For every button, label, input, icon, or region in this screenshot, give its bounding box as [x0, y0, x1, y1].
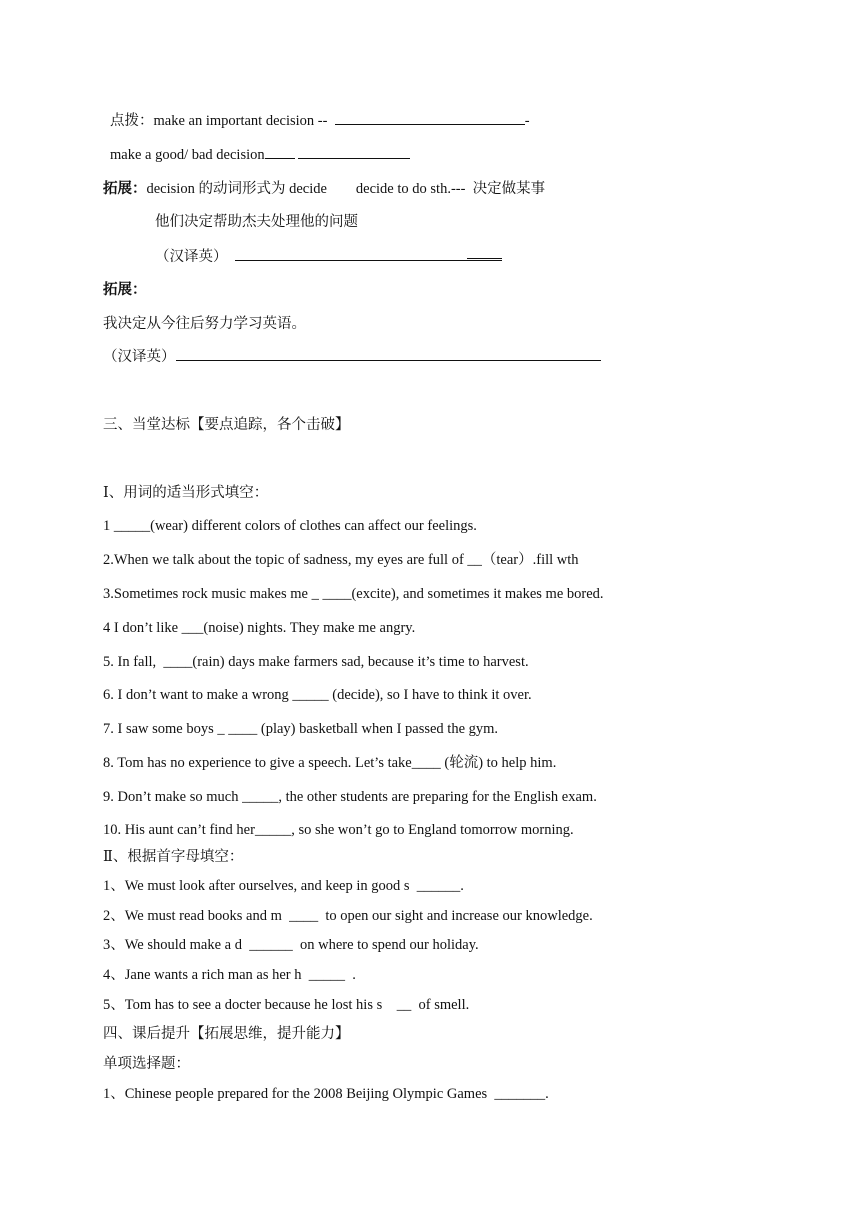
exercise-item: 1 _____(wear) different colors of clothes can affect our feelings.: [103, 518, 477, 534]
expand-label: 拓展：: [103, 181, 147, 197]
exercise-item: 3.Sometimes rock music makes me _ ____(excite), and sometimes it makes me bored.: [103, 586, 604, 602]
tip-phrase-2: make a good/ bad decision: [110, 147, 265, 163]
exercise-item: 3、We should make a d ______ on where to spend our holiday.: [103, 937, 479, 953]
expand-1-answer: [155, 247, 502, 266]
part-1-title: Ⅰ、用词的适当形式填空：: [103, 485, 269, 501]
translate-hint: （汉译英）: [155, 249, 235, 265]
tip-dash: -: [524, 113, 530, 129]
part-2-title: Ⅱ、根据首字母填空：: [103, 849, 244, 865]
section-3-title: 三、当堂达标【要点追踪，各个击破】: [103, 417, 350, 433]
exercise-item: 5、Tom has to see a docter because he lost his s __ of smell.: [103, 997, 470, 1013]
exercise-item: 5. In fall, ____(rain) days make farmers sad, because it’s time to harvest.: [103, 654, 529, 670]
exercise-item: 9. Don’t make so much _____, the other students are preparing for the English exam.: [103, 789, 597, 805]
exercise-item: 4 I don’t like ___(noise) nights. They make me angry.: [103, 620, 416, 636]
blank-line: [176, 348, 601, 361]
blank-line: [451, 248, 467, 261]
tip-label: 点拨：: [110, 113, 154, 129]
expand-1-sentence: 他们决定帮助杰夫处理他的问题: [155, 214, 358, 230]
blank-line: [298, 146, 410, 159]
blank-line: [467, 247, 502, 261]
translate-hint: （汉译英）: [103, 349, 176, 365]
exercise-item: 1、Chinese people prepared for the 2008 Beijing Olympic Games _______.: [103, 1086, 549, 1102]
blank-line: [335, 112, 525, 125]
expand-2-label: 拓展：: [103, 282, 147, 298]
exercise-item: 2.When we talk about the topic of sadness, my eyes are full of __（tear）.fill wth: [103, 552, 579, 568]
tip-phrase: make an important decision --: [153, 113, 335, 129]
expand-text: decision 的动词形式为 decide decide to do sth.--- 决定做某事: [146, 181, 546, 197]
exercise-item: 2、We must read books and m ____ to open our sight and increase our knowledge.: [103, 908, 593, 924]
tip-line-1: [110, 112, 530, 130]
blank-line: [265, 146, 295, 159]
exercise-item: 4、Jane wants a rich man as her h _____ .: [103, 967, 356, 983]
expand-2-answer: [103, 348, 601, 366]
exercise-item: 10. His aunt can’t find her_____, so she won’t go to England tomorrow morning.: [103, 822, 574, 838]
exercise-item: 8. Tom has no experience to give a speech. Let’s take____ (轮流) to help him.: [103, 755, 557, 771]
section-4-title: 四、课后提升【拓展思维，提升能力】: [103, 1026, 350, 1042]
exercise-item: 7. I saw some boys _ ____ (play) basketball when I passed the gym.: [103, 721, 499, 737]
exercise-item: 1、We must look after ourselves, and keep in good s ______.: [103, 878, 464, 894]
exercise-item: 6. I don’t want to make a wrong _____ (decide), so I have to think it over.: [103, 687, 532, 703]
expand-2-sentence: 我决定从今往后努力学习英语。: [103, 316, 306, 332]
expand-1-line: [103, 180, 545, 198]
blank-line: [235, 248, 451, 261]
tip-line-2: [110, 146, 410, 164]
part-3-title: 单项选择题：: [103, 1056, 190, 1072]
